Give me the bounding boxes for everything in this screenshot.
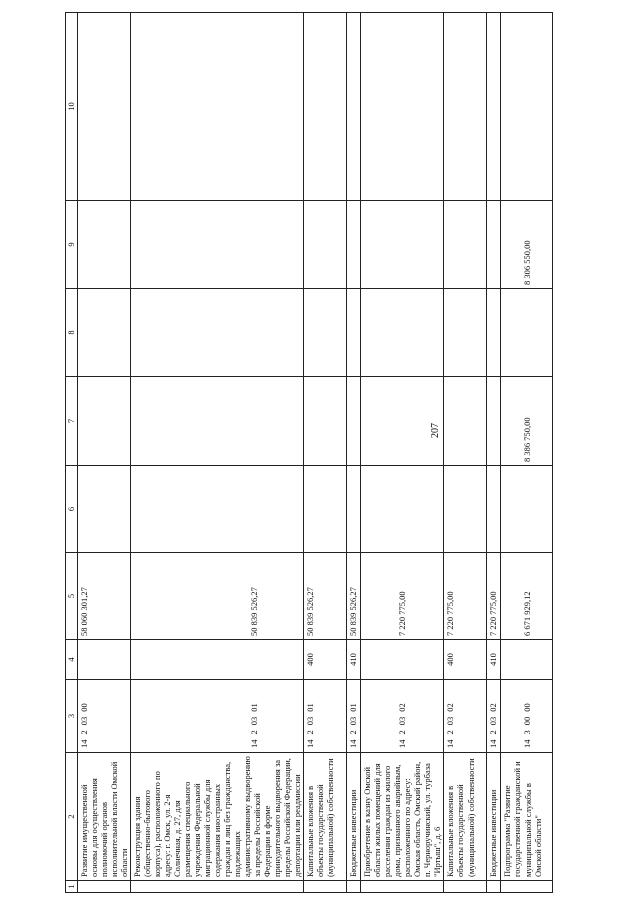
amount-col8 <box>501 289 553 377</box>
column-header: 9 <box>66 201 78 289</box>
expense-type-code: 400 <box>444 640 487 680</box>
amount-col10 <box>131 13 304 201</box>
row-index-cell <box>78 881 131 893</box>
amount-col5: 58 060 301,27 <box>78 553 131 640</box>
amount-col10 <box>501 13 553 201</box>
amount-col6 <box>444 466 487 553</box>
table-row <box>361 13 444 893</box>
classification-code: 1420301 <box>347 680 361 753</box>
amount-col6 <box>78 466 131 553</box>
table-row <box>347 13 361 893</box>
amount-col7 <box>304 377 347 466</box>
amount-col8 <box>131 289 304 377</box>
amount-col5: 7 220 775,00 <box>361 553 444 640</box>
row-index-cell <box>444 881 487 893</box>
item-name: Приобретение в казну Омской области жилых помещений для расселения граждан из жилого дома, признанного аварийным, расположенного по адресу: Омская область, Омский район, п. Черноручинский, ул. турбаза "Иртыш", д. 6 <box>361 753 444 881</box>
amount-col9 <box>487 201 501 289</box>
row-index-cell <box>487 881 501 893</box>
item-name: Капитальные вложения в объекты государственной (муниципальной) собственности <box>444 753 487 881</box>
amount-col7: 8 386 750,00 <box>501 377 553 466</box>
classification-code: 1420302 <box>444 680 487 753</box>
row-index-cell <box>347 881 361 893</box>
amount-col9 <box>444 201 487 289</box>
table-row <box>78 13 131 893</box>
amount-col7 <box>131 377 304 466</box>
item-name: Бюджетные инвестиции <box>347 753 361 881</box>
column-header: 5 <box>66 553 78 640</box>
amount-col8 <box>347 289 361 377</box>
amount-col10 <box>361 13 444 201</box>
amount-col8 <box>361 289 444 377</box>
amount-col5: 7 220 775,00 <box>444 553 487 640</box>
expense-type-code: 410 <box>487 640 501 680</box>
amount-col10 <box>487 13 501 201</box>
amount-col9: 8 306 550,00 <box>501 201 553 289</box>
amount-col8 <box>487 289 501 377</box>
page-number: 207 <box>430 423 441 438</box>
amount-col7 <box>487 377 501 466</box>
amount-col6 <box>304 466 347 553</box>
amount-col6 <box>347 466 361 553</box>
amount-col10 <box>347 13 361 201</box>
amount-col5: 7 220 775,00 <box>487 553 501 640</box>
item-name: Подпрограмма "Развитие государственной гражданской и муниципальной службы в Омской области" <box>501 753 553 881</box>
amount-col9 <box>361 201 444 289</box>
amount-col8 <box>304 289 347 377</box>
amount-col9 <box>347 201 361 289</box>
column-header: 3 <box>66 680 78 753</box>
table-row <box>304 13 347 893</box>
column-header: 6 <box>66 466 78 553</box>
column-header: 7 <box>66 377 78 466</box>
item-name: Реконструкция здания (общественно-бытового корпуса), расположенного по адресу: г. Омск, ул. 2-я Солнечная, д. 27, для размещения специального учреждения Федеральной миграционной службы для содержания иностранных граждан и лиц без гражданства, подлежащих административному выдворению за пределы Российской Федерации в форме принудительного выдворения за пределы Российской Федерации, депортации или реадмиссии <box>131 753 304 881</box>
item-name: Развитие имущественной основы для осуществления полномочий органов исполнительной власти Омской области <box>78 753 131 881</box>
table-row <box>444 13 487 893</box>
column-header: 10 <box>66 13 78 201</box>
table-row <box>131 13 304 893</box>
amount-col5: 50 839 526,27 <box>131 553 304 640</box>
expense-type-code: 410 <box>347 640 361 680</box>
amount-col5: 50 839 526,27 <box>347 553 361 640</box>
classification-code: 1420301 <box>304 680 347 753</box>
row-index-cell <box>361 881 444 893</box>
amount-col9 <box>131 201 304 289</box>
expense-type-code: 400 <box>304 640 347 680</box>
classification-code: 1430000 <box>501 680 553 753</box>
table-row <box>501 13 553 893</box>
amount-col6 <box>361 466 444 553</box>
amount-col7 <box>361 377 444 466</box>
amount-col9 <box>78 201 131 289</box>
classification-code: 1420302 <box>361 680 444 753</box>
classification-code: 1420301 <box>131 680 304 753</box>
column-header: 1 <box>66 881 78 893</box>
amount-col6 <box>131 466 304 553</box>
item-name: Бюджетные инвестиции <box>487 753 501 881</box>
column-header: 4 <box>66 640 78 680</box>
expense-type-code <box>78 640 131 680</box>
amount-col7 <box>347 377 361 466</box>
column-header: 2 <box>66 753 78 881</box>
amount-col8 <box>444 289 487 377</box>
row-index-cell <box>131 881 304 893</box>
amount-col7 <box>444 377 487 466</box>
amount-col10 <box>78 13 131 201</box>
amount-col5: 6 671 929,12 <box>501 553 553 640</box>
amount-col10 <box>304 13 347 201</box>
amount-col7 <box>78 377 131 466</box>
budget-table-container <box>65 13 585 893</box>
expense-type-code <box>131 640 304 680</box>
amount-col8 <box>78 289 131 377</box>
expense-type-code <box>501 640 553 680</box>
item-name: Капитальные вложения в объекты государственной (муниципальной) собственности <box>304 753 347 881</box>
table-row <box>487 13 501 893</box>
classification-code: 1420300 <box>78 680 131 753</box>
amount-col9 <box>304 201 347 289</box>
amount-col6 <box>487 466 501 553</box>
budget-table <box>65 12 553 893</box>
amount-col10 <box>444 13 487 201</box>
column-header: 8 <box>66 289 78 377</box>
row-index-cell <box>501 881 553 893</box>
classification-code: 1420302 <box>487 680 501 753</box>
amount-col5: 50 839 526,27 <box>304 553 347 640</box>
row-index-cell <box>304 881 347 893</box>
expense-type-code <box>361 640 444 680</box>
amount-col6 <box>501 466 553 553</box>
